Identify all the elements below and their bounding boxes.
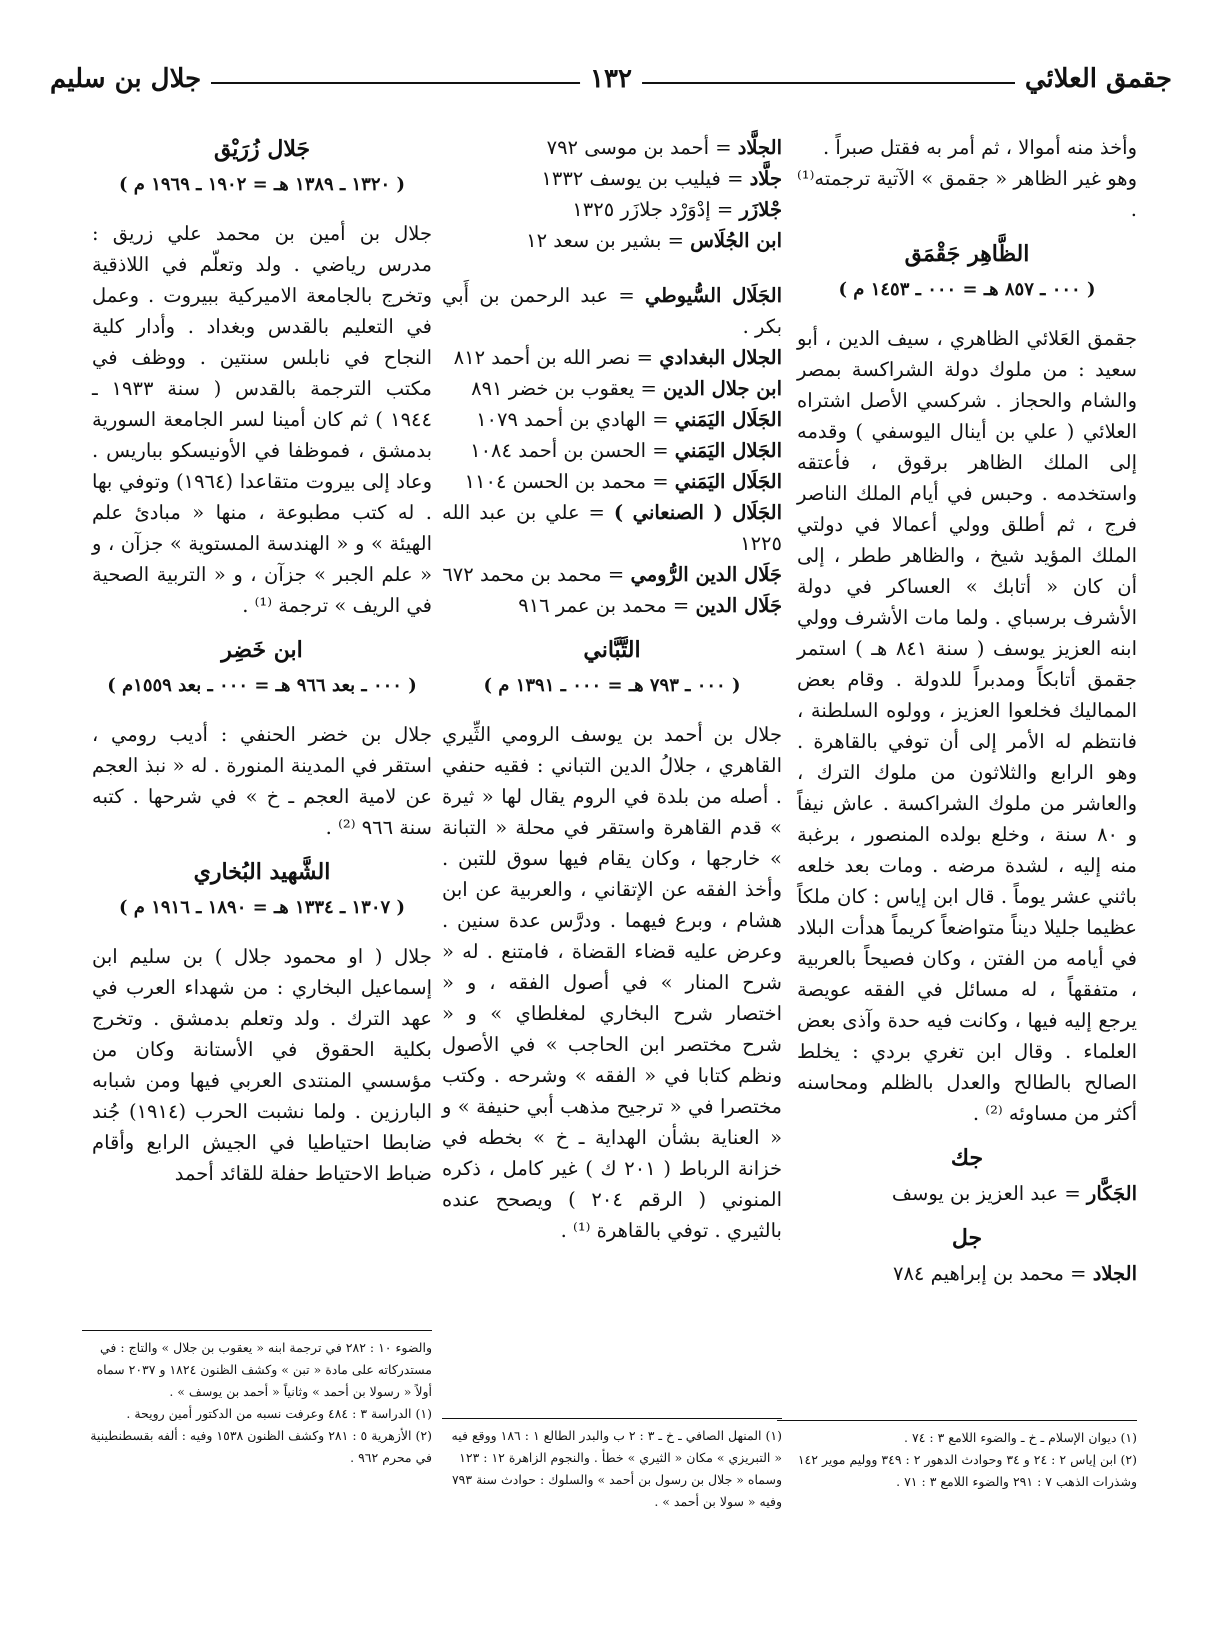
entry-dates: ( ٠٠٠ ـ ٨٥٧ هـ = ٠٠٠ ـ ١٤٥٣ م ) bbox=[838, 279, 1096, 300]
cross-reference bbox=[797, 1178, 1137, 1209]
entry-body: جلال بن أحمد بن يوسف الرومي الثِّيري القاهري ، جلالُ الدين التباني : فقيه حنفي . أصله من بلدة في الروم يقال لها « ثيرة » قدم القاهرة واستقر في محلة « التبانة » خارجها ، وكان يقام فيها سوق للتبن . وأخذ الفقه عن الإتقاني ، والعربية عن ابن هشام ، وبرع فيهما . ودرَّس عدة سنين . وعرض عليه قضاء القضاة ، فامتنع . له « شرح المنار » في أصول الفقه ، و « اختصار شرح البخاري لمغلطاي » و « شرح مختصر ابن الحاجب » في الأصول ونظم كتابا في « الفقه » وشرحه . وكتب مختصرا في « ترجيح مذهب أبي حنيفة » و « العناية بشأن الهداية ـ خ » بخطه في خزانة الرباط ( ٢٠١ ك ) غير كامل ، ذكره المنوني ( الرقم ٢٠٤ ) ويصحح عنده بالثيري . توفي بالقاهرة ⁽¹⁾ . bbox=[442, 723, 783, 1242]
ref-name: جَلَال الدين الرُّومي bbox=[630, 563, 782, 586]
entry-body: جلال ( او محمود جلال ) بن سليم ابن إسماعيل البخاري : من شهداء العرب في عهد الترك . ولد وتعلم بدمشق . وتخرج بكلية الحقوق في الأستانة وكان من مؤسسي المنتدى العربي فيها ومن شبابه البارزين . ولما نشبت الحرب (١٩١٤) جُند ضابطا احتياطيا في الجيش الرابع وأقام ضباط الاحتياط حفلة للقائد أحمد bbox=[92, 945, 432, 1185]
ref-value: = محمد بن الحسن ١١٠٤ bbox=[464, 470, 669, 493]
footnote: والضوء ١٠ : ٢٨٢ في ترجمة ابنه « يعقوب بن جلال » والتاج : في مستدركاته على مادة « تبن » وكشف الظنون ١٨٢٤ و ٢٠٣٧ سماه أولاً « رسولا بن أحمد » وثانياً « أحمد بن يوسف » . bbox=[96, 1340, 432, 1399]
ref-value: = نصر الله بن أحمد ٨١٢ bbox=[453, 346, 653, 369]
cross-reference bbox=[442, 590, 782, 621]
cross-reference-list bbox=[442, 280, 782, 621]
cross-reference bbox=[442, 342, 782, 373]
ref-value: = محمد بن عمر ٩١٦ bbox=[518, 594, 690, 617]
ref-name: جلَّاد bbox=[749, 167, 782, 190]
entry-heading: الظَّاهِر جَقْمَق bbox=[904, 241, 1030, 267]
ref-name: ابن الجُلَاس bbox=[690, 229, 782, 252]
ref-value: = الحسن بن أحمد ١٠٨٤ bbox=[470, 439, 669, 462]
ref-value: = محمد بن محمد ٦٧٢ bbox=[442, 563, 625, 586]
cross-reference bbox=[442, 373, 782, 404]
entry-body: جلال بن أمين بن محمد علي زريق : مدرس رياضي . ولد وتعلّم في اللاذقية وتخرج بالجامعة الاميركية ببيروت . وعمل في التعليم بالقدس وبغداد . وأدار كلية النجاح في نابلس سنتين . ووظف في مكتب الترجمة بالقدس ( سنة ١٩٣٣ ـ ١٩٤٤ ) ثم كان أمينا لسر الجامعة السورية بدمشق ، فموظفا في الأونيسكو بباريس . وعاد إلى بيروت متقاعدا (١٩٦٤) وتوفي بها . له كتب مطبوعة ، منها « مبادئ علم الهيئة » و « الهندسة المستوية » جزآن ، و « علم الجبر » جزآن ، و « التربية الصحية في الريف » ترجمة ⁽¹⁾ . bbox=[92, 222, 432, 617]
ref-value: = عبد العزيز بن يوسف bbox=[891, 1182, 1081, 1205]
entry-heading: الشَّهيد البُخاري bbox=[193, 859, 331, 885]
entry-dates: ( ٠٠٠ ـ بعد ٩٦٦ هـ = ٠٠٠ ـ بعد ١٥٥٩م ) bbox=[107, 675, 417, 696]
cross-reference bbox=[442, 225, 782, 256]
ref-name: ابن جلال الدين bbox=[663, 377, 782, 400]
running-header bbox=[40, 60, 1182, 110]
cross-reference bbox=[442, 435, 782, 466]
entry-dates: ( ١٣٢٠ ـ ١٣٨٩ هـ = ١٩٠٢ ـ ١٩٦٩ م ) bbox=[119, 174, 405, 195]
ref-name: الجلال البغدادي bbox=[659, 346, 782, 369]
header-left-title: جلال بن سليم bbox=[40, 64, 211, 94]
ref-value: = بشير بن سعد ١٢ bbox=[526, 229, 684, 252]
section-letter-heading: جك bbox=[950, 1145, 984, 1171]
continued-text-line: وأخذ منه أموالا ، ثم أمر به فقتل صبراً . bbox=[822, 136, 1137, 159]
cross-reference bbox=[442, 132, 782, 163]
footnotes-left bbox=[82, 1330, 432, 1469]
spacer bbox=[442, 256, 782, 280]
cross-reference bbox=[442, 404, 782, 435]
entry-heading: جَلال زُرَيْق bbox=[213, 136, 311, 162]
ref-name: الجَلَال اليَمَني bbox=[674, 470, 782, 493]
ref-name: الجلاد bbox=[1092, 1262, 1137, 1285]
cross-reference bbox=[797, 1258, 1137, 1289]
ref-value: = فيليب بن يوسف ١٣٣٢ bbox=[541, 167, 744, 190]
ref-value: = عبد الرحمن بن أَبي بكر . bbox=[442, 284, 782, 338]
footnote: (١) الدراسة ٣ : ٤٨٤ وعرفت نسبه من الدكتور أمين رويحة . bbox=[126, 1406, 432, 1421]
entry-heading: التَّبَّاني bbox=[583, 637, 641, 663]
ref-name: جَلَال الدين bbox=[695, 594, 782, 617]
cross-reference bbox=[442, 466, 782, 497]
entry-heading: ابن خَضِر bbox=[221, 637, 303, 663]
column-left bbox=[92, 132, 432, 1195]
ref-value: = محمد بن إبراهيم ٧٨٤ bbox=[892, 1262, 1087, 1285]
header-right-title: جقمق العلائي bbox=[1015, 64, 1182, 94]
ref-name: الجَلَال السُّيوطي bbox=[644, 284, 782, 307]
cross-reference bbox=[442, 280, 782, 342]
cross-reference-list bbox=[442, 132, 782, 256]
cross-reference bbox=[442, 497, 782, 559]
entry-dates: ( ١٣٠٧ ـ ١٣٣٤ هـ = ١٨٩٠ ـ ١٩١٦ م ) bbox=[119, 897, 405, 918]
ref-name: جْلازَر bbox=[739, 198, 782, 221]
ref-value: = يعقوب بن خضر ٨٩١ bbox=[471, 377, 657, 400]
cross-reference bbox=[442, 559, 782, 590]
footnote: (١) المنهل الصافي ـ خ ـ ٣ : ٢ ب والبدر الطالع ١ : ١٨٦ ووقع فيه « التبريزي » مكان « الثيري » خطأ . والنجوم الزاهرة ١٢ : ١٢٣ وسماه « جلال بن رسول بن أحمد » والسلوك : حوادث سنة ٧٩٣ وفيه « سولا بن أحمد » . bbox=[451, 1428, 782, 1509]
footnote: (٢) ابن إياس ٢ : ٢٤ و ٣٤ وحوادث الدهور ٢ : ٣٤٩ وولیم موير ١٤٢ وشذرات الذهب ٧ : ٢٩١ والضوء اللامع ٣ : ٧١ . bbox=[797, 1452, 1137, 1489]
ref-name: الجَلال اليَمَني bbox=[674, 439, 782, 462]
ref-value: = إدْوَرْد جلازَر ١٣٢٥ bbox=[572, 198, 734, 221]
footnotes-middle bbox=[442, 1418, 782, 1513]
ref-value: = أحمد بن موسى ٧٩٢ bbox=[546, 136, 732, 159]
ref-value: = علي بن عبد الله ١٢٢٥ bbox=[442, 501, 782, 555]
ref-value: = الهادي بن أحمد ١٠٧٩ bbox=[476, 408, 669, 431]
cross-reference bbox=[442, 194, 782, 225]
cross-reference bbox=[442, 163, 782, 194]
entry-body: جقمق العَلائي الظاهري ، سيف الدين ، أبو سعيد : من ملوك دولة الشراكسة بمصر والشام والحجاز . شركسي الأصل اشتراه العلائي ( علي بن أينال اليوسفي ) وقدمه إلى الملك الظاهر برقوق ، فأعتقه واستخدمه . وحبس في أيام الملك الناصر فرج ، ثم أطلق وولي أعمالا في دولتي الملك المؤيد شيخ ، والظاهر ططر ، إلى أن كان « أتابك » العساكر في دولة الأشرف برسباي . ولما مات الأشرف وولي ابنه العزيز يوسف ( سنة ٨٤١ هـ ) استمر جقمق أتابكاً ومدبراً للدولة . وقام بعض المماليك فخلعوا العزيز ، وولوه السلطنة ، فانتظم له الأمر إلى أن توفي بالقاهرة . وهو الرابع والثلاثون من ملوك الترك ، والعاشر من ملوك الشراكسة . عاش نيفاً و ٨٠ سنة ، وخلع بولده المنصور ، برغبة منه إليه ، لشدة مرضه . ومات بعد خلعه باثني عشر يوماً . قال ابن إياس : كان ملكاً عظيما جليلا ديناً متواضعاً كريماً هدأت البلاد في أيامه من الفتن ، وكان فصيحاً بالعربية ، متفقهاً ، له مسائل في الفقه عويصة يرجع إليه فيها ، وكانت فيه حدة وآذى بعض العلماء . وقال ابن تغري بردي : يخلط الصالح بالطالح والعدل بالظلم ومحاسنه أكثر من مساوئه ⁽²⁾ . bbox=[797, 327, 1137, 1125]
ref-name: الجَلَال اليَمَني bbox=[674, 408, 782, 431]
entry-dates: ( ٠٠٠ ـ ٧٩٣ هـ = ٠٠٠ ـ ١٣٩١ م ) bbox=[483, 675, 741, 696]
column-right bbox=[797, 132, 1137, 1289]
footnote: (٢) الأزهرية ٥ : ٢٨١ وكشف الظنون ١٥٣٨ وفيه : ألفه بقسطنطينية في محرم ٩٦٢ . bbox=[90, 1428, 432, 1465]
continued-text-line: وهو غير الظاهر « جقمق » الآتية ترجمته⁽¹⁾ . bbox=[797, 167, 1137, 221]
entry-body: جلال بن خضر الحنفي : أديب رومي ، استقر في المدينة المنورة . له « نبذ العجم عن لامية العجم ـ خ » في شرحها . كتبه سنة ٩٦٦ ⁽²⁾ . bbox=[92, 723, 432, 839]
page-number: ١٣٢ bbox=[580, 64, 642, 94]
column-middle bbox=[442, 132, 782, 1252]
footnote: (١) ديوان الإسلام ـ خ ـ والضوء اللامع ٣ : ٧٤ . bbox=[904, 1430, 1137, 1445]
ref-name: الجَكَّار bbox=[1086, 1182, 1137, 1205]
section-letter-heading: جل bbox=[951, 1225, 983, 1251]
ref-name: الجلَّاد bbox=[737, 136, 782, 159]
footnotes-right bbox=[777, 1420, 1137, 1493]
ref-name: الجَلَال ( الصنعاني ) bbox=[613, 501, 782, 524]
